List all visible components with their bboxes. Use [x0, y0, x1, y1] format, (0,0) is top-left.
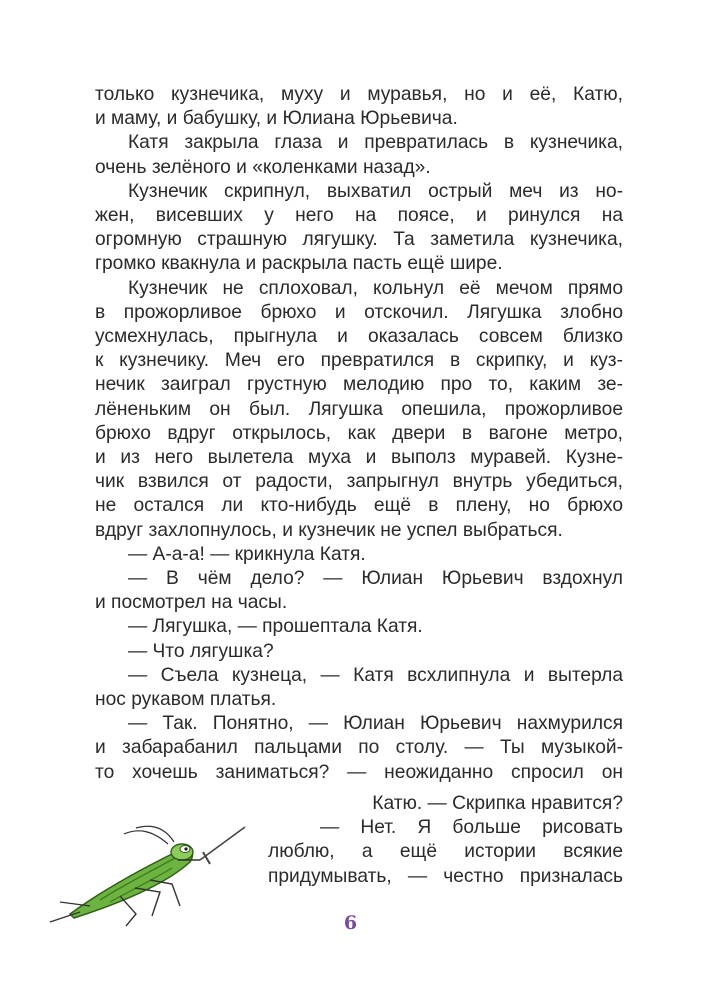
text-line: то хочешь заниматься? — неожиданно спросил он — [95, 761, 623, 783]
text-line: — А-а-а! — крикнула Катя. — [128, 543, 366, 565]
text-line: жен, висевших у него на поясе, и ринулся на — [95, 205, 623, 227]
text-line: и забарабанил пальцами по столу. — Ты музыкой- — [95, 737, 623, 759]
text-line: громко квакнула и раскрыла пасть ещё шире. — [95, 253, 503, 275]
text-line: брюхо вдруг открылось, как двери в вагоне метро, — [95, 422, 623, 444]
text-line: Катя закрыла глаза и превратилась в кузнечика, — [128, 132, 623, 154]
text-line: и маму, и бабушку, и Юлиана Юрьевича. — [95, 108, 458, 130]
text-line: — Лягушка, — прошептала Катя. — [128, 616, 423, 638]
text-line: в прожорливое брюхо и отскочил. Лягушка злобно — [95, 301, 623, 323]
text-line: и посмотрел на часы. — [95, 592, 288, 614]
text-line: Кузнечик не сплоховал, кольнул её мечом прямо — [128, 277, 623, 299]
text-line: нос рукавом платья. — [95, 689, 277, 711]
text-line: — Так. Понятно, — Юлиан Юрьевич нахмурился — [128, 713, 623, 735]
text-line: — Что лягушка? — [128, 640, 274, 662]
text-line: только кузнечика, муху и муравья, но и её, Катю, — [95, 84, 623, 105]
text-line: очень зелёного и «коленками назад». — [95, 156, 431, 178]
grasshopper-pupil — [184, 847, 187, 850]
text-line: огромную страшную лягушку. Та заметила кузнечика, — [95, 229, 623, 251]
text-line: — Съела кузнеца, — Катя всхлипнула и вытерла — [128, 664, 623, 686]
text-line: к кузнечику. Меч его превратился в скрипку, и куз- — [95, 350, 623, 372]
text-line: усмехнулась, прыгнула и оказалась совсем близко — [95, 326, 623, 348]
sword-blade — [200, 827, 245, 860]
text-line: — В чём дело? — Юлиан Юрьевич вздохнул — [128, 568, 623, 590]
text-line: вдруг захлопнулось, и кузнечик не успел выбраться. — [95, 519, 563, 541]
text-line: Кузнечик скрипнул, выхватил острый меч из но- — [128, 180, 623, 202]
text-line: придумывать, — честно призналась — [268, 865, 623, 887]
text-line: нечик заиграл грустную мелодию про то, каким зе- — [95, 374, 623, 396]
main-text-block — [95, 83, 623, 785]
page-number: 6 — [343, 912, 358, 934]
text-line: не остался ли кто-нибудь ещё в плену, но брюхо — [95, 495, 623, 517]
antenna — [124, 831, 168, 844]
text-line: и из него вылетела муха и выполз муравей. Кузне- — [95, 447, 623, 469]
text-line: — Нет. Я больше рисовать — [320, 817, 623, 839]
text-line: лёненьким он был. Лягушка опешила, прожорливое — [95, 398, 623, 420]
wrapped-text-block — [268, 792, 623, 889]
antenna — [136, 826, 174, 842]
text-line: Катю. — Скрипка нравится? — [372, 793, 623, 814]
text-line: люблю, а ещё истории всякие — [268, 841, 623, 863]
text-line: чик взвился от радости, запрыгнул внутрь убедиться, — [95, 471, 623, 493]
